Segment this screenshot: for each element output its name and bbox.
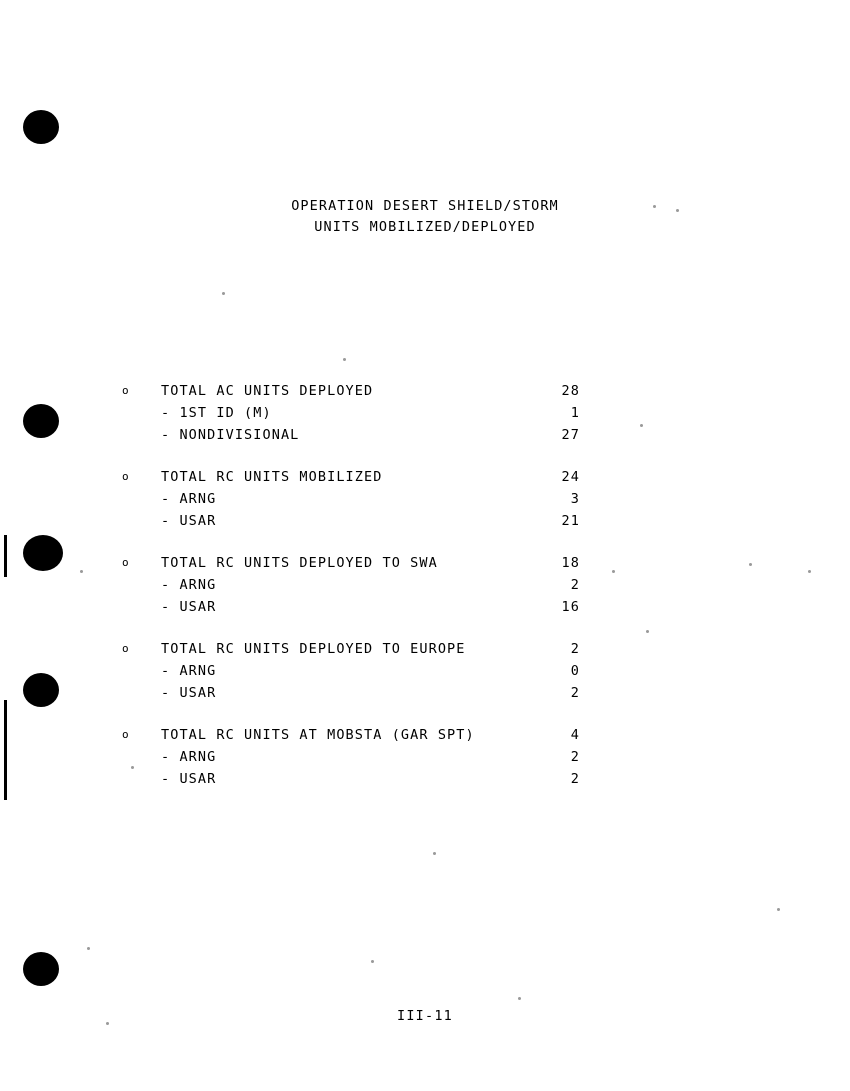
section-item-value: 0 xyxy=(570,663,580,679)
summary-section xyxy=(0,638,850,704)
section-heading-value: 18 xyxy=(561,555,580,571)
section-item-label: - 1ST ID (M) xyxy=(161,405,272,421)
section-item-value: 3 xyxy=(570,491,580,507)
section-item-label: - ARNG xyxy=(161,491,217,507)
section-heading-row xyxy=(0,724,850,746)
section-item-value: 2 xyxy=(570,771,580,787)
section-item-value: 1 xyxy=(570,405,580,421)
section-heading-label: TOTAL RC UNITS AT MOBSTA (GAR SPT) xyxy=(161,727,475,743)
section-heading-value: 24 xyxy=(561,469,580,485)
section-heading-label: TOTAL AC UNITS DEPLOYED xyxy=(161,383,374,399)
scan-speck xyxy=(518,997,521,1000)
section-item-row xyxy=(0,746,850,768)
section-item-label: - ARNG xyxy=(161,577,217,593)
section-heading-value: 4 xyxy=(570,727,580,743)
section-item-row xyxy=(0,682,850,704)
section-item-row xyxy=(0,402,850,424)
section-heading-value: 2 xyxy=(570,641,580,657)
section-item-label: - NONDIVISIONAL xyxy=(161,427,300,443)
scan-speck xyxy=(371,960,374,963)
scan-speck xyxy=(222,292,225,295)
section-item-value: 27 xyxy=(561,427,580,443)
section-item-label: - USAR xyxy=(161,771,217,787)
section-item-value: 2 xyxy=(570,749,580,765)
section-item-value: 2 xyxy=(570,685,580,701)
binding-hole-mark xyxy=(23,110,59,144)
section-item-row xyxy=(0,510,850,532)
bullet-icon: o xyxy=(122,642,130,655)
section-item-value: 2 xyxy=(570,577,580,593)
section-heading-label: TOTAL RC UNITS DEPLOYED TO EUROPE xyxy=(161,641,466,657)
section-heading-value: 28 xyxy=(561,383,580,399)
section-item-label: - USAR xyxy=(161,599,217,615)
summary-section xyxy=(0,380,850,446)
scan-speck xyxy=(343,358,346,361)
binding-hole-mark xyxy=(23,952,59,986)
section-item-label: - USAR xyxy=(161,513,217,529)
bullet-icon: o xyxy=(122,728,130,741)
page-number: III-11 xyxy=(397,1008,453,1024)
scan-speck xyxy=(87,947,90,950)
section-item-value: 21 xyxy=(561,513,580,529)
section-item-row xyxy=(0,596,850,618)
section-heading-label: TOTAL RC UNITS MOBILIZED xyxy=(161,469,383,485)
bullet-icon: o xyxy=(122,556,130,569)
section-item-label: - USAR xyxy=(161,685,217,701)
section-item-row xyxy=(0,660,850,682)
section-item-value: 16 xyxy=(561,599,580,615)
title-line-2: UNITS MOBILIZED/DEPLOYED xyxy=(314,219,536,235)
summary-section xyxy=(0,466,850,532)
unit-summary-list xyxy=(0,380,850,810)
section-item-row xyxy=(0,574,850,596)
section-item-row xyxy=(0,768,850,790)
section-heading-row xyxy=(0,466,850,488)
section-item-row xyxy=(0,488,850,510)
section-heading-row xyxy=(0,380,850,402)
title-line-1: OPERATION DESERT SHIELD/STORM xyxy=(291,198,559,214)
page-title xyxy=(0,196,850,238)
scan-speck xyxy=(433,852,436,855)
scan-speck xyxy=(777,908,780,911)
summary-section xyxy=(0,724,850,790)
section-item-label: - ARNG xyxy=(161,663,217,679)
section-heading-row xyxy=(0,638,850,660)
section-item-label: - ARNG xyxy=(161,749,217,765)
summary-section xyxy=(0,552,850,618)
section-heading-label: TOTAL RC UNITS DEPLOYED TO SWA xyxy=(161,555,438,571)
section-item-row xyxy=(0,424,850,446)
section-heading-row xyxy=(0,552,850,574)
bullet-icon: o xyxy=(122,384,130,397)
bullet-icon: o xyxy=(122,470,130,483)
